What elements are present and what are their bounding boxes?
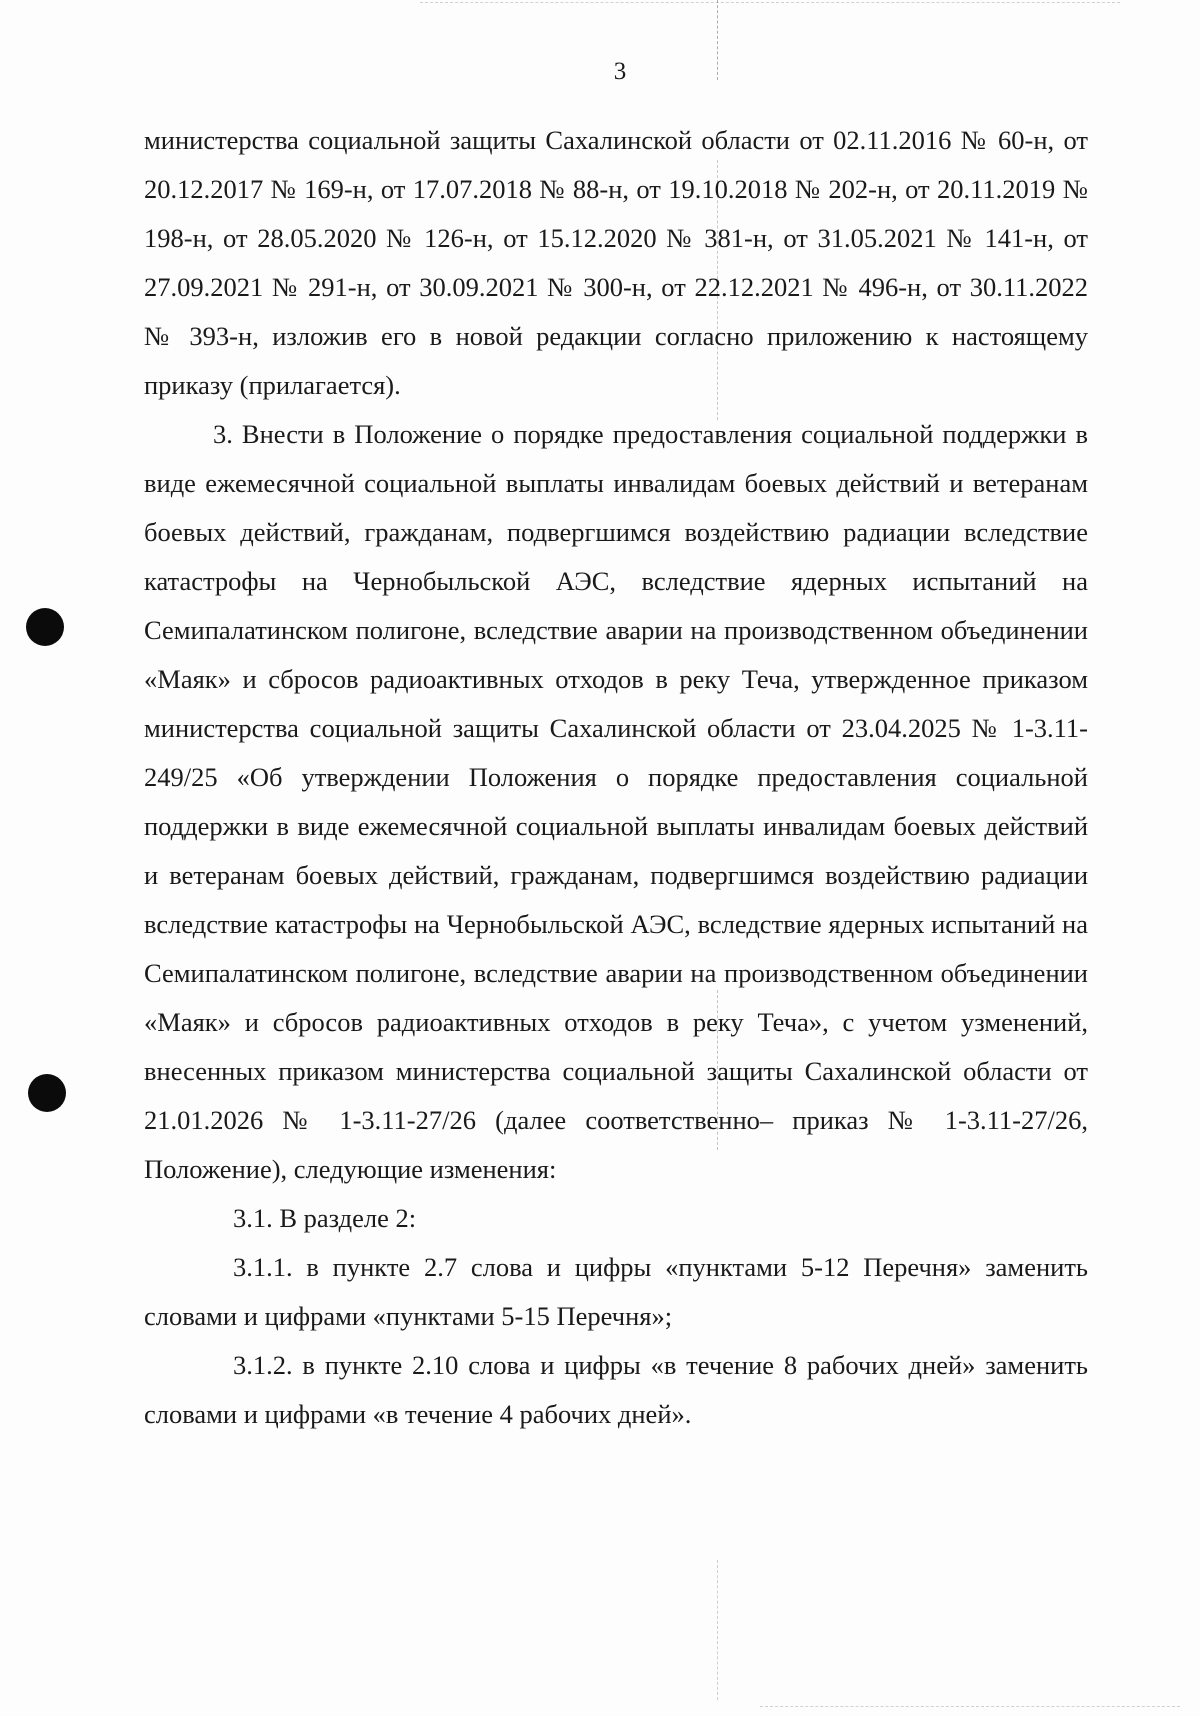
punch-hole — [26, 608, 64, 646]
punch-hole — [28, 1074, 66, 1112]
page-number: 3 — [613, 58, 627, 85]
paragraph-item-3-1: 3.1. В разделе 2: — [233, 1203, 417, 1233]
scan-edge-top — [420, 2, 1120, 3]
paragraph-item-3-1-2: 3.1.2. в пункте 2.10 слова и цифры «в течение 8 рабочих дней» заменить словами и цифрами «в течение 4 рабочих дней». — [144, 1350, 1088, 1429]
paragraph-item-3: 3. Внести в Положение о порядке предоставления социальной поддержки в виде ежемесячной социальной выплаты инвалидам боевых действий и ветеранам боевых действий, гражданам, подвергшимся воздействию радиации вследствие катастрофы на Чернобыльской АЭС, вследствие ядерных испытаний на Семипалатинском полигоне, вследствие аварии на производственном объединении «Маяк» и сбросов радиоактивных отходов в реку Теча, утвержденное приказом министерства социальной защиты Сахалинской области от 23.04.2025 № 1-3.11-249/25 «Об утверждении Положения о порядке предоставления социальной поддержки в виде ежемесячной социальной выплаты инвалидам боевых действий и ветеранам боевых действий, гражданам, подвергшимся воздействию радиации вследствие катастрофы на Чернобыльской АЭС, вследствие ядерных испытаний на Семипалатинском полигоне, вследствие аварии на производственном объединении «Маяк» и сбросов радиоактивных отходов в реку Теча», с учетом узменений, внесенных приказом министерства социальной защиты Сахалинской области от 21.01.2026 № 1-3.11-27/26 (далее соответственно– приказ № 1-3.11-27/26, Положение), следующие изменения: — [144, 419, 1088, 1184]
scan-edge-bottom — [760, 1706, 1180, 1707]
paragraph-item-3-1-1: 3.1.1. в пункте 2.7 слова и цифры «пунктами 5-12 Перечня» заменить словами и цифрами «пунктами 5-15 Перечня»; — [144, 1252, 1088, 1331]
fold-line — [717, 1560, 718, 1700]
paragraph-continuation: министерства социальной защиты Сахалинской области от 02.11.2016 № 60-н, от 20.12.2017 № 169-н, от 17.07.2018 № 88-н, от 19.10.2018 № 202-н, от 20.11.2019 № 198-н, от 28.05.2020 № 126-н, от 15.12.2020 № 381-н, от 31.05.2021 № 141-н, от 27.09.2021 № 291-н, от 30.09.2021 № 300-н, от 22.12.2021 № 496-н, от 30.11.2022 № 393-н, изложив его в новой редакции согласно приложению к настоящему приказу (прилагается). — [144, 125, 1088, 400]
document-body — [144, 116, 1088, 1439]
